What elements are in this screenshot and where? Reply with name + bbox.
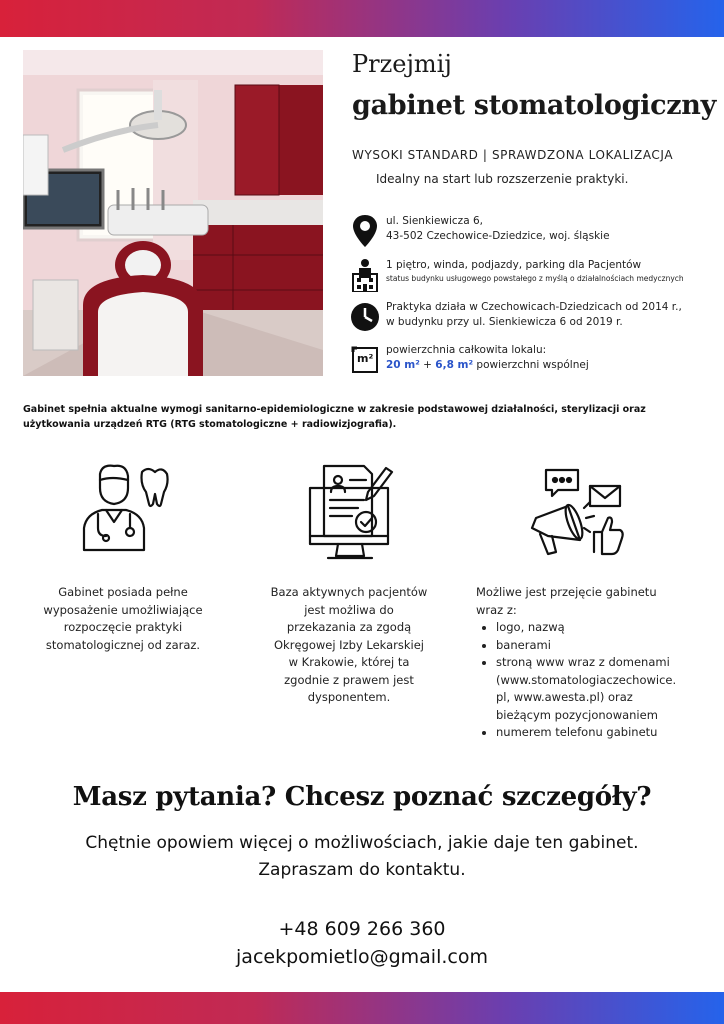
dentist-tooth-icon [78, 462, 170, 562]
history-line-2: w budynku przy ul. Sienkiewicza 6 od 2019 r. [386, 316, 623, 328]
patients-line: jest możliwa do [304, 602, 394, 617]
area-icon-label: m² [357, 352, 374, 365]
computer-document-icon [306, 462, 396, 562]
contact-line-1: Chętnie opowiem więcej o możliwościach, jakie daje ten gabinet. [85, 833, 639, 853]
equipment-line: stomatologicznej od zaraz. [45, 637, 201, 652]
history-line-1: Praktyka działa w Czechowicach-Dziedzicach od 2014 r., [386, 301, 682, 313]
email-address[interactable]: jacekpomietlo@gmail.com [236, 946, 488, 968]
page-title: gabinet stomatologiczny [352, 90, 717, 121]
equipment-line: wyposażenie umożliwiające [43, 602, 203, 617]
info-address [350, 214, 710, 248]
tagline: Idealny na start lub rozszerzenie praktyki. [376, 172, 629, 186]
building-icon [350, 258, 380, 292]
area-shared: 6,8 m² [435, 359, 474, 371]
subtitle: WYSOKI STANDARD | SPRAWDZONA LOKALIZACJA [352, 148, 674, 162]
equipment-text [28, 584, 218, 654]
location-pin-icon [350, 214, 380, 248]
building-line-1: 1 piętro, winda, podjazdy, parking dla Pacjentów [386, 259, 642, 271]
dental-office-photo [23, 50, 323, 376]
area-suffix: powierzchni wspólnej [473, 359, 589, 371]
patients-line: dysponentem. [307, 690, 391, 704]
list-item: • logo, nazwą [496, 619, 706, 637]
patients-line: Baza aktywnych pacjentów [270, 585, 428, 599]
patients-text [248, 584, 450, 707]
contact-question: Masz pytania? Chcesz poznać szczegóły? [72, 782, 652, 812]
area-main: 20 m² [386, 359, 420, 371]
title-prefix: Przejmij [352, 50, 452, 78]
list-item: • numerem telefonu gabinetu [496, 724, 706, 742]
compliance-notice: Gabinet spełnia aktualne wymogi sanitarno-epidemiologiczne w zakresie podstawowej działalności, sterylizacji oraz użytkowania urządzeń RTG (RTG stomatologiczne + radiowizjografia). [23, 404, 646, 430]
list-item: • banerami [496, 637, 706, 655]
takeover-list [476, 619, 706, 742]
address-line-1: ul. Sienkiewicza 6, [386, 215, 483, 227]
patients-line: w Krakowie, której ta [288, 655, 410, 669]
info-area [350, 343, 710, 377]
takeover-intro: wraz z: [476, 602, 517, 617]
list-item: • stroną www wraz z domenami (www.stomatologiaczechowice. pl, www.awesta.pl) oraz bieżącym pozycjonowaniem [496, 654, 706, 724]
info-history [350, 300, 710, 334]
patients-line: przekazania za zgodą [286, 620, 412, 634]
takeover-intro: Możliwe jest przejęcie gabinetu [476, 585, 657, 599]
equipment-line: Gabinet posiada pełne [58, 585, 188, 599]
top-gradient-bar [0, 0, 724, 37]
contact-line-2: Zapraszam do kontaktu. [258, 860, 466, 880]
takeover-text [476, 584, 706, 742]
address-line-2: 43-502 Czechowice-Dziedzice, woj. śląskie [386, 230, 610, 242]
building-line-2: status budynku usługowego powstałego z myślą o działalnościach medycznych [386, 274, 684, 283]
area-label: powierzchnia całkowita lokalu: [386, 344, 547, 356]
area-plus: + [419, 359, 436, 371]
area-icon [350, 343, 380, 377]
patients-line: zgodnie z prawem jest [284, 672, 414, 687]
equipment-line: rozpoczęcie praktyki [63, 620, 183, 634]
marketing-megaphone-icon [526, 462, 626, 562]
phone-number[interactable]: +48 609 266 360 [278, 918, 446, 940]
bottom-gradient-bar [0, 992, 724, 1024]
info-building [350, 258, 710, 292]
contact-description [0, 830, 724, 884]
patients-line: Okręgowej Izby Lekarskiej [274, 637, 424, 652]
clock-icon [350, 300, 380, 334]
